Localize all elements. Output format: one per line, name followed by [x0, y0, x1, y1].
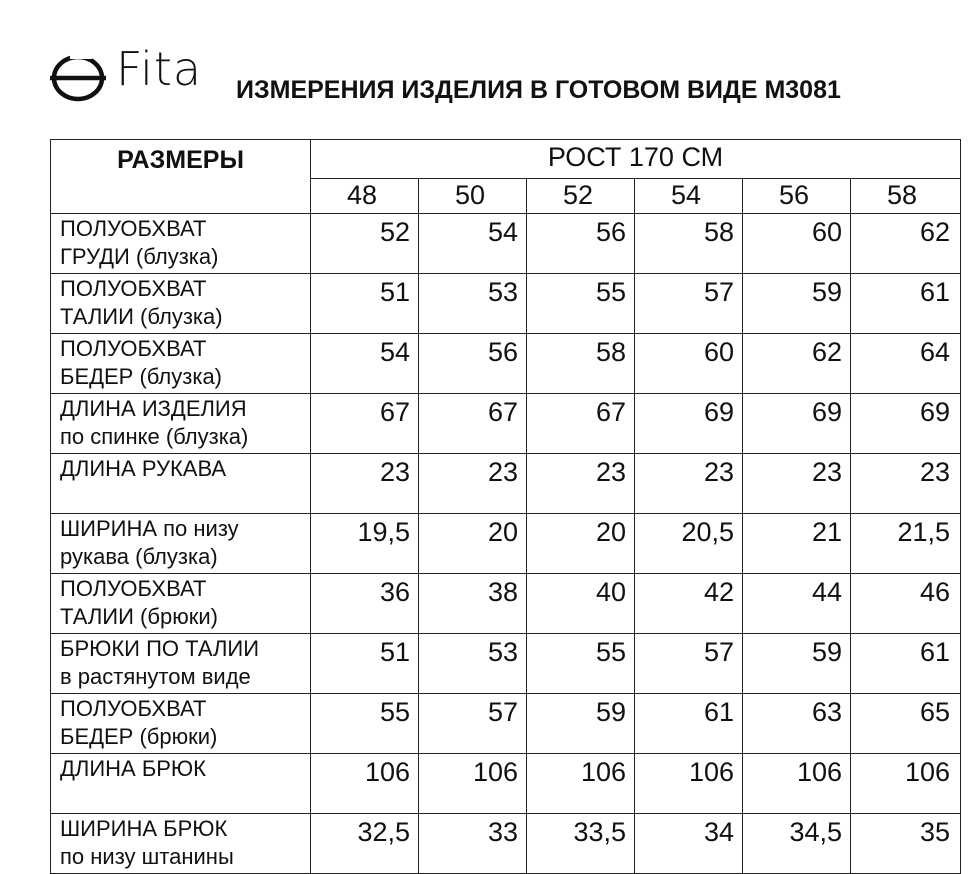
measurement-label: [51, 394, 311, 454]
measurement-label-line1: ПОЛУОБХВАТ: [60, 576, 207, 601]
size-column-header: 58: [851, 179, 961, 214]
measurement-label: [51, 694, 311, 754]
measurement-value: 54: [419, 214, 527, 274]
size-column-header: 48: [311, 179, 419, 214]
measurement-value: 51: [311, 634, 419, 694]
measurement-label: [51, 454, 311, 514]
measurement-value: 23: [311, 454, 419, 514]
measurement-value: 69: [851, 394, 961, 454]
table-row: [51, 514, 961, 574]
measurement-value: 55: [311, 694, 419, 754]
size-column-header: 56: [743, 179, 851, 214]
measurement-value: 56: [527, 214, 635, 274]
measurement-label: [51, 814, 311, 874]
measurement-value: 58: [635, 214, 743, 274]
measurement-value: 106: [419, 754, 527, 814]
measurement-label: [51, 634, 311, 694]
measurement-label-line1: ПОЛУОБХВАТ: [60, 696, 207, 721]
measurement-label-line1: ПОЛУОБХВАТ: [60, 216, 207, 241]
measurement-value: 69: [743, 394, 851, 454]
fita-logo-icon: [50, 50, 110, 106]
measurement-value: 54: [311, 334, 419, 394]
page-header: [50, 42, 950, 108]
table-row: [51, 274, 961, 334]
measurement-value: 57: [419, 694, 527, 754]
measurement-label: [51, 514, 311, 574]
measurement-value: 62: [743, 334, 851, 394]
measurement-value: 23: [851, 454, 961, 514]
measurement-label: [51, 214, 311, 274]
measurement-value: 53: [419, 274, 527, 334]
measurement-value: 69: [635, 394, 743, 454]
measurement-label-line2: в растянутом виде: [60, 664, 251, 689]
sizes-header: РАЗМЕРЫ: [51, 140, 311, 214]
measurement-value: 60: [635, 334, 743, 394]
measurement-value: 19,5: [311, 514, 419, 574]
measurement-value: 40: [527, 574, 635, 634]
measurement-value: 62: [851, 214, 961, 274]
measurement-label-line2: БЕДЕР (блузка): [60, 364, 223, 389]
measurement-value: 63: [743, 694, 851, 754]
measurement-value: 106: [635, 754, 743, 814]
measurement-label-line2: ГРУДИ (блузка): [60, 244, 219, 269]
brand-name: Fita: [116, 42, 203, 96]
measurement-value: 53: [419, 634, 527, 694]
height-header: РОСТ 170 СМ: [311, 140, 961, 179]
table-body: [51, 214, 961, 874]
table-row: [51, 394, 961, 454]
measurement-value: 20,5: [635, 514, 743, 574]
measurement-value: 59: [527, 694, 635, 754]
measurement-value: 67: [527, 394, 635, 454]
measurement-value: 21,5: [851, 514, 961, 574]
measurement-value: 106: [527, 754, 635, 814]
measurement-value: 59: [743, 274, 851, 334]
measurement-value: 61: [635, 694, 743, 754]
measurement-value: 106: [851, 754, 961, 814]
measurement-value: 32,5: [311, 814, 419, 874]
measurement-value: 33,5: [527, 814, 635, 874]
measurement-value: 61: [851, 274, 961, 334]
measurement-value: 106: [743, 754, 851, 814]
measurement-value: 67: [419, 394, 527, 454]
measurement-label-line2: БЕДЕР (брюки): [60, 724, 218, 749]
size-column-header: 52: [527, 179, 635, 214]
measurement-label-line2: ТАЛИИ (блузка): [60, 304, 223, 329]
measurement-value: 21: [743, 514, 851, 574]
measurement-value: 60: [743, 214, 851, 274]
table-row: [51, 574, 961, 634]
measurement-label: [51, 334, 311, 394]
table-row: [51, 754, 961, 814]
measurement-value: 106: [311, 754, 419, 814]
measurement-value: 64: [851, 334, 961, 394]
measurement-label: [51, 754, 311, 814]
measurement-label-line1: ДЛИНА ИЗДЕЛИЯ: [60, 396, 247, 421]
measurement-value: 23: [743, 454, 851, 514]
measurement-value: 33: [419, 814, 527, 874]
table-row: [51, 814, 961, 874]
measurement-value: 20: [419, 514, 527, 574]
measurement-label-line1: ПОЛУОБХВАТ: [60, 276, 207, 301]
table-row: [51, 634, 961, 694]
measurement-value: 42: [635, 574, 743, 634]
measurement-value: 61: [851, 634, 961, 694]
measurement-label: [51, 274, 311, 334]
measurement-value: 36: [311, 574, 419, 634]
measurement-label-line1: ПОЛУОБХВАТ: [60, 336, 207, 361]
table-row: [51, 454, 961, 514]
measurement-value: 35: [851, 814, 961, 874]
brand-logo: [50, 42, 220, 108]
measurement-value: 57: [635, 274, 743, 334]
measurement-value: 34: [635, 814, 743, 874]
measurement-value: 44: [743, 574, 851, 634]
measurement-value: 51: [311, 274, 419, 334]
size-table: [50, 139, 961, 874]
measurement-label-line2: рукава (блузка): [60, 544, 218, 569]
size-column-header: 50: [419, 179, 527, 214]
measurement-value: 67: [311, 394, 419, 454]
measurement-label-line1: ДЛИНА РУКАВА: [60, 456, 227, 481]
measurement-label-line1: ШИРИНА БРЮК: [60, 816, 228, 841]
measurement-label-line1: БРЮКИ ПО ТАЛИИ: [60, 636, 260, 661]
measurement-value: 46: [851, 574, 961, 634]
measurement-value: 34,5: [743, 814, 851, 874]
measurement-value: 56: [419, 334, 527, 394]
table-row: [51, 694, 961, 754]
measurement-value: 58: [527, 334, 635, 394]
measurement-value: 55: [527, 274, 635, 334]
table-row: [51, 334, 961, 394]
page-title: ИЗМЕРЕНИЯ ИЗДЕЛИЯ В ГОТОВОМ ВИДЕ М3081: [236, 76, 841, 104]
measurement-value: 23: [419, 454, 527, 514]
measurement-value: 23: [527, 454, 635, 514]
measurement-value: 57: [635, 634, 743, 694]
measurement-label-line2: ТАЛИИ (брюки): [60, 604, 218, 629]
measurement-value: 20: [527, 514, 635, 574]
measurement-value: 23: [635, 454, 743, 514]
measurement-label-line2: по низу штанины: [60, 844, 234, 869]
measurement-label-line1: ДЛИНА БРЮК: [60, 756, 206, 781]
measurement-label: [51, 574, 311, 634]
size-column-header: 54: [635, 179, 743, 214]
measurement-value: 55: [527, 634, 635, 694]
measurement-value: 59: [743, 634, 851, 694]
measurement-value: 52: [311, 214, 419, 274]
measurement-label-line1: ШИРИНА по низу: [60, 516, 239, 541]
measurement-label-line2: по спинке (блузка): [60, 424, 249, 449]
measurement-value: 38: [419, 574, 527, 634]
table-row: [51, 214, 961, 274]
measurement-value: 65: [851, 694, 961, 754]
